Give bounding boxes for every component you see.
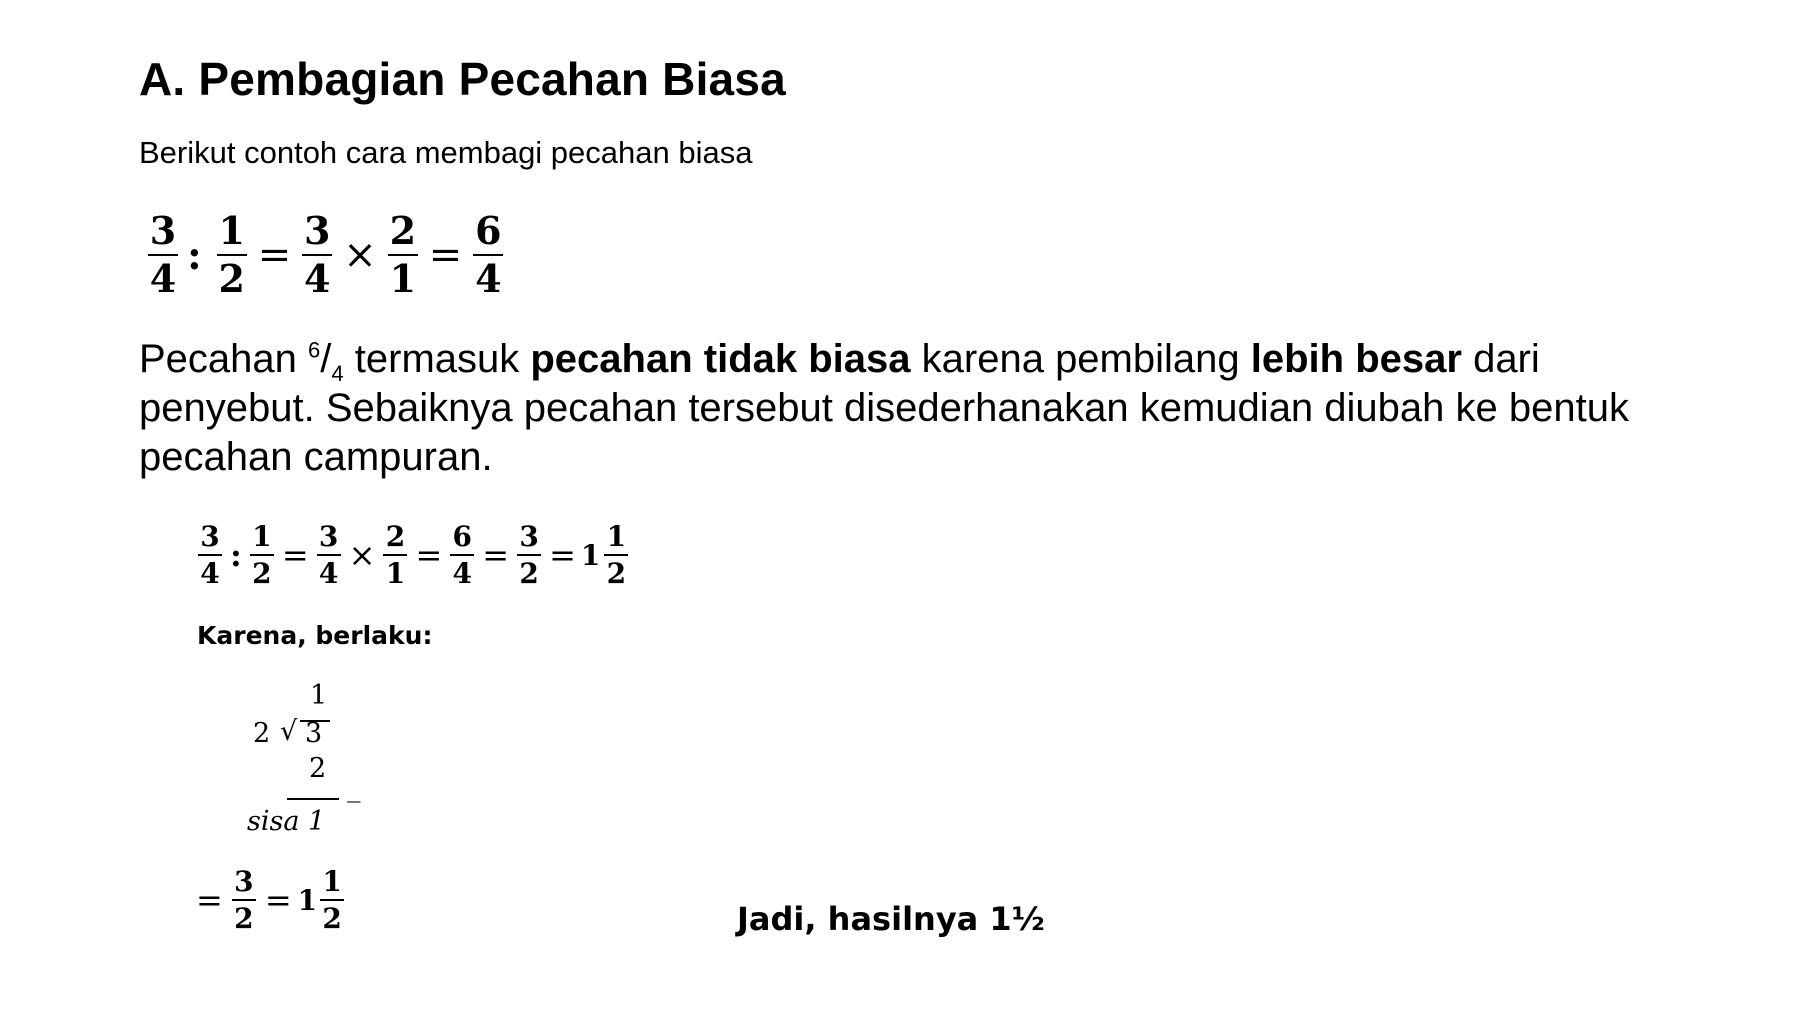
- denominator: 2: [519, 557, 539, 590]
- denominator: 4: [318, 557, 339, 590]
- emphasis-term: lebih besar: [1250, 337, 1462, 381]
- denominator: 2: [234, 902, 254, 935]
- denominator: 2: [606, 557, 627, 590]
- multiply-operator: ×: [348, 536, 376, 574]
- denominator: 1: [389, 256, 417, 301]
- numerator: 2: [385, 520, 406, 553]
- numerator: 1: [218, 208, 245, 253]
- numerator: 3: [200, 520, 220, 553]
- equals-operator: =: [281, 536, 309, 574]
- denominator: 4: [200, 557, 220, 590]
- paragraph-text: dari penyebut. Sebaiknya pecahan tersebut disederhanakan kemudian diubah ke bentuk pecahan campuran.: [139, 337, 1629, 479]
- fraction: [148, 210, 178, 300]
- numerator: 1: [606, 520, 627, 553]
- fraction-bar: [450, 554, 474, 556]
- minus-sign: _: [347, 772, 361, 803]
- fraction-bar: [250, 554, 274, 556]
- paragraph-text: termasuk: [343, 337, 531, 381]
- fraction: [388, 210, 418, 300]
- numerator: 3: [519, 520, 539, 553]
- subtraction-line: [287, 798, 339, 800]
- inline-denominator: 4: [331, 361, 344, 386]
- fraction: [302, 210, 332, 300]
- numerator: 3: [149, 208, 177, 253]
- whole-number: 1: [580, 538, 601, 572]
- numerator: 1: [252, 520, 272, 553]
- numerator: 2: [389, 208, 417, 253]
- numerator: 6: [475, 208, 502, 253]
- fraction-bar: [383, 554, 407, 556]
- fraction-bar: [198, 554, 222, 556]
- fraction-bar: [604, 554, 628, 556]
- radical-sign: √: [280, 716, 298, 747]
- equals-operator: =: [415, 536, 443, 574]
- fraction: [604, 521, 628, 589]
- denominator: 4: [475, 256, 502, 301]
- fraction: [198, 521, 222, 589]
- numerator: 1: [322, 865, 342, 898]
- denominator: 2: [218, 256, 245, 301]
- fraction-bar: [232, 899, 256, 901]
- fraction: [517, 521, 541, 589]
- fraction: [383, 521, 407, 589]
- numerator: 3: [318, 520, 339, 553]
- paragraph-text: karena pembilang: [910, 337, 1251, 381]
- fraction: [450, 521, 474, 589]
- multiply-operator: ×: [343, 232, 377, 278]
- remainder-label: sisa 1: [247, 806, 326, 837]
- fraction: [232, 866, 256, 934]
- fraction: [473, 210, 503, 300]
- numerator: 3: [234, 865, 254, 898]
- fraction: [250, 521, 274, 589]
- divide-operator: :: [187, 231, 202, 279]
- equals-operator: =: [196, 881, 223, 919]
- denominator: 4: [304, 256, 331, 301]
- dividend: 3: [305, 718, 323, 749]
- fraction-bar: [320, 899, 344, 901]
- conclusion-text: Jadi, hasilnya 1½: [737, 900, 1045, 938]
- denominator: 1: [385, 557, 406, 590]
- fraction: [217, 210, 247, 300]
- karena-label: Karena, berlaku:: [197, 621, 433, 650]
- numerator: 3: [304, 208, 331, 253]
- emphasis-term: pecahan tidak biasa: [530, 337, 911, 381]
- divisor: 2: [253, 718, 271, 749]
- denominator: 4: [149, 256, 177, 301]
- equals-operator: =: [549, 536, 576, 574]
- divide-operator: :: [230, 536, 242, 574]
- quotient: 1: [310, 680, 328, 711]
- inline-slash: /: [320, 337, 332, 381]
- result-equation: [196, 866, 347, 934]
- equals-operator: =: [264, 881, 292, 919]
- numerator: 6: [452, 520, 472, 553]
- explanation-paragraph: [139, 335, 1699, 482]
- denominator: 2: [252, 557, 272, 590]
- denominator: 2: [322, 902, 342, 935]
- fraction: [317, 521, 341, 589]
- long-division: [245, 680, 405, 840]
- whole-number: 1: [297, 883, 318, 917]
- equals-operator: =: [428, 232, 463, 278]
- example-equation-1: [145, 210, 506, 300]
- example-equation-2: [195, 521, 631, 589]
- equals-operator: =: [257, 232, 292, 278]
- subtitle: Berikut contoh cara membagi pecahan biasa: [139, 135, 753, 170]
- inline-numerator: 6: [308, 337, 321, 363]
- denominator: 4: [452, 557, 472, 590]
- subtrahend: 2: [309, 753, 327, 784]
- fraction-bar: [517, 554, 541, 556]
- fraction: [320, 866, 344, 934]
- page-title: A. Pembagian Pecahan Biasa: [139, 53, 786, 105]
- equals-operator: =: [482, 536, 510, 574]
- fraction-bar: [317, 554, 341, 556]
- paragraph-text: Pecahan: [139, 337, 309, 381]
